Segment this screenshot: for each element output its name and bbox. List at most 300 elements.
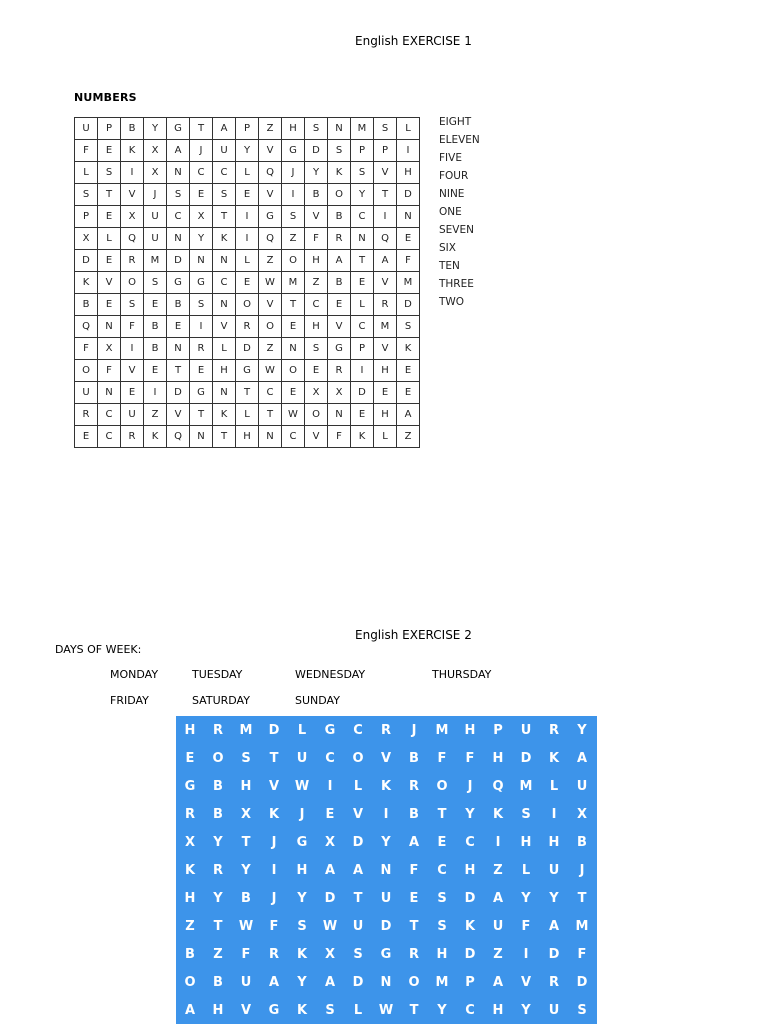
grid-letter-cell: V — [374, 272, 397, 294]
grid-letter-cell: E — [374, 382, 397, 404]
word-list-item: THREE — [439, 278, 474, 290]
grid-letter-cell: O — [436, 778, 448, 794]
grid-letter-cell: Y — [521, 890, 531, 906]
grid-letter-cell: F — [577, 946, 587, 962]
grid-letter-cell: N — [167, 228, 190, 250]
grid-letter-cell: V — [328, 316, 351, 338]
word-list-item: TWO — [439, 296, 465, 308]
grid-letter-cell: D — [352, 974, 364, 990]
grid-letter-cell: L — [521, 862, 531, 878]
grid-letter-cell: L — [75, 162, 98, 184]
grid-letter-cell: I — [397, 140, 420, 162]
grid-letter-cell: K — [144, 426, 167, 448]
grid-letter-cell: H — [305, 316, 328, 338]
grid-letter-cell: P — [236, 118, 259, 140]
grid-letter-cell: V — [268, 778, 280, 794]
grid-letter-cell: Y — [577, 722, 587, 738]
grid-letter-cell: E — [167, 316, 190, 338]
grid-letter-cell: F — [98, 360, 121, 382]
grid-letter-cell: J — [282, 162, 305, 184]
grid-letter-cell: G — [268, 1002, 280, 1018]
grid-letter-cell: E — [190, 184, 213, 206]
grid-letter-cell: B — [121, 118, 144, 140]
grid-letter-cell: H — [464, 862, 476, 878]
grid-letter-cell: A — [328, 250, 351, 272]
grid-letter-cell: J — [411, 722, 417, 738]
grid-letter-cell: X — [240, 806, 252, 822]
grid-row — [75, 360, 420, 382]
grid-letter-cell: H — [184, 890, 196, 906]
grid-letter-cell: U — [548, 1002, 560, 1018]
day-word: WEDNESDAY — [295, 668, 366, 681]
grid-letter-cell: G — [282, 140, 305, 162]
grid-row — [75, 228, 420, 250]
grid-letter-cell: V — [240, 1002, 252, 1018]
grid-letter-cell: H — [296, 862, 308, 878]
grid-row — [75, 162, 420, 184]
grid-letter-cell: E — [305, 360, 328, 382]
grid-letter-cell: E — [98, 140, 121, 162]
grid-letter-cell: T — [374, 184, 397, 206]
grid-letter-cell: G — [380, 946, 392, 962]
grid-letter-cell: I — [374, 206, 397, 228]
grid-letter-cell: D — [464, 946, 476, 962]
grid-letter-cell: H — [548, 834, 560, 850]
grid-letter-cell: U — [520, 722, 532, 738]
grid-letter-cell: B — [75, 294, 98, 316]
grid-letter-cell: X — [190, 206, 213, 228]
grid-letter-cell: E — [325, 806, 335, 822]
grid-letter-cell: N — [380, 974, 392, 990]
grid-letter-cell: E — [98, 206, 121, 228]
word-list-item: SIX — [439, 242, 456, 254]
grid-letter-cell: I — [121, 162, 144, 184]
grid-row — [75, 206, 420, 228]
grid-letter-cell: R — [328, 228, 351, 250]
grid-letter-cell: E — [409, 890, 419, 906]
grid-letter-cell: V — [259, 184, 282, 206]
grid-letter-cell: Z — [185, 918, 195, 934]
grid-letter-cell: U — [352, 918, 364, 934]
grid-letter-cell: K — [492, 806, 504, 822]
grid-letter-cell: C — [98, 426, 121, 448]
grid-letter-cell: U — [121, 404, 144, 426]
grid-letter-cell: B — [167, 294, 190, 316]
grid-letter-cell: C — [465, 834, 475, 850]
word-list-item: FIVE — [439, 152, 462, 164]
grid-letter-cell: N — [190, 426, 213, 448]
grid-letter-cell: R — [236, 316, 259, 338]
grid-letter-cell: G — [167, 118, 190, 140]
grid-row — [75, 404, 420, 426]
grid-letter-cell: F — [397, 250, 420, 272]
grid-letter-cell: N — [328, 404, 351, 426]
grid-letter-cell: Z — [305, 272, 328, 294]
grid-letter-cell: H — [212, 1002, 224, 1018]
grid-letter-cell: D — [351, 382, 374, 404]
grid-letter-cell: X — [184, 834, 196, 850]
grid-letter-cell: W — [259, 272, 282, 294]
grid-row — [75, 118, 420, 140]
grid-letter-cell: S — [325, 1002, 335, 1018]
grid-letter-cell: G — [167, 272, 190, 294]
grid-letter-cell: B — [409, 750, 419, 766]
grid-letter-cell: Y — [297, 974, 307, 990]
grid-letter-cell: H — [464, 722, 476, 738]
grid-letter-cell: Y — [236, 140, 259, 162]
grid-letter-cell: R — [75, 404, 98, 426]
grid-letter-cell: U — [75, 118, 98, 140]
grid-letter-cell: T — [236, 382, 259, 404]
grid-letter-cell: O — [408, 974, 420, 990]
grid-letter-cell: M — [239, 722, 253, 738]
grid-letter-cell: T — [190, 404, 213, 426]
grid-letter-cell: O — [121, 272, 144, 294]
grid-letter-cell: T — [351, 250, 374, 272]
grid-letter-cell: K — [351, 426, 374, 448]
grid-letter-cell: H — [184, 722, 196, 738]
grid-letter-cell: N — [282, 338, 305, 360]
grid-letter-cell: B — [185, 946, 195, 962]
grid-letter-cell: W — [322, 918, 338, 934]
grid-letter-cell: S — [98, 162, 121, 184]
grid-letter-cell: W — [294, 778, 310, 794]
grid-letter-cell: B — [577, 834, 587, 850]
grid-letter-cell: F — [75, 140, 98, 162]
grid-letter-cell: B — [213, 806, 223, 822]
grid-letter-cell: N — [259, 426, 282, 448]
day-word: MONDAY — [110, 668, 159, 681]
grid-letter-cell: A — [492, 890, 504, 906]
grid-letter-cell: H — [305, 250, 328, 272]
grid-letter-cell: U — [144, 206, 167, 228]
grid-row — [75, 272, 420, 294]
grid-letter-cell: Z — [397, 426, 420, 448]
grid-letter-cell: N — [380, 862, 392, 878]
grid-letter-cell: W — [282, 404, 305, 426]
grid-letter-cell: U — [75, 382, 98, 404]
word-list-item: ONE — [439, 206, 462, 218]
grid-letter-cell: Y — [437, 1002, 447, 1018]
grid-letter-cell: K — [184, 862, 196, 878]
grid-letter-cell: Y — [213, 834, 223, 850]
grid-letter-cell: F — [241, 946, 251, 962]
grid-letter-cell: M — [519, 778, 533, 794]
grid-letter-cell: H — [236, 426, 259, 448]
word-list-item: ELEVEN — [439, 134, 480, 146]
grid-letter-cell: M — [435, 974, 449, 990]
grid-letter-cell: V — [374, 162, 397, 184]
grid-letter-cell: X — [98, 338, 121, 360]
grid-letter-cell: O — [305, 404, 328, 426]
grid-letter-cell: T — [190, 118, 213, 140]
grid-letter-cell: D — [268, 722, 280, 738]
grid-letter-cell: P — [374, 140, 397, 162]
grid-letter-cell: P — [351, 140, 374, 162]
grid-letter-cell: J — [299, 806, 305, 822]
grid-letter-cell: O — [212, 750, 224, 766]
grid-letter-cell: V — [121, 360, 144, 382]
grid-letter-cell: L — [374, 426, 397, 448]
grid-letter-cell: K — [397, 338, 420, 360]
grid-letter-cell: R — [212, 862, 223, 878]
word-list-item: FOUR — [439, 170, 469, 182]
grid-letter-cell: U — [296, 750, 308, 766]
grid-letter-cell: C — [465, 1002, 475, 1018]
grid-letter-cell: D — [352, 834, 364, 850]
grid-letter-cell: C — [305, 294, 328, 316]
grid-letter-cell: K — [296, 946, 308, 962]
grid-letter-cell: M — [397, 272, 420, 294]
word-list-item: EIGHT — [439, 116, 472, 128]
grid-letter-cell: C — [351, 316, 374, 338]
grid-letter-cell: F — [409, 862, 419, 878]
grid-letter-cell: J — [144, 184, 167, 206]
grid-letter-cell: Z — [493, 862, 503, 878]
grid-letter-cell: S — [305, 338, 328, 360]
grid-letter-cell: O — [259, 316, 282, 338]
grid-letter-cell: C — [325, 750, 335, 766]
grid-letter-cell: E — [236, 272, 259, 294]
grid-letter-cell: C — [351, 206, 374, 228]
grid-letter-cell: K — [328, 162, 351, 184]
grid-letter-cell: C — [213, 272, 236, 294]
grid-letter-cell: I — [523, 946, 529, 962]
grid-letter-cell: N — [213, 250, 236, 272]
grid-letter-cell: R — [121, 426, 144, 448]
grid-letter-cell: V — [305, 206, 328, 228]
grid-letter-cell: O — [282, 360, 305, 382]
grid-letter-cell: R — [190, 338, 213, 360]
grid-row — [75, 382, 420, 404]
grid-letter-cell: Y — [521, 1002, 531, 1018]
grid-letter-cell: Y — [213, 890, 223, 906]
grid-letter-cell: E — [351, 272, 374, 294]
grid-row — [75, 426, 420, 448]
grid-letter-cell: Q — [75, 316, 98, 338]
grid-letter-cell: C — [190, 162, 213, 184]
grid-letter-cell: K — [464, 918, 476, 934]
grid-letter-cell: T — [409, 918, 419, 934]
grid-row — [75, 250, 420, 272]
grid-letter-cell: E — [397, 228, 420, 250]
grid-letter-cell: U — [548, 862, 560, 878]
grid-letter-cell: F — [521, 918, 531, 934]
grid-letter-cell: L — [236, 404, 259, 426]
grid-letter-cell: Z — [259, 118, 282, 140]
grid-letter-cell: Q — [121, 228, 144, 250]
grid-letter-cell: E — [437, 834, 447, 850]
grid-letter-cell: U — [576, 778, 588, 794]
grid-letter-cell: H — [374, 360, 397, 382]
grid-letter-cell: P — [75, 206, 98, 228]
day-word: THURSDAY — [432, 668, 492, 681]
grid-letter-cell: R — [548, 722, 559, 738]
grid-letter-cell: P — [465, 974, 475, 990]
grid-letter-cell: C — [353, 722, 363, 738]
grid-letter-cell: O — [75, 360, 98, 382]
grid-letter-cell: L — [353, 1002, 363, 1018]
grid-letter-cell: S — [437, 890, 447, 906]
grid-letter-cell: S — [521, 806, 531, 822]
grid-letter-cell: E — [282, 382, 305, 404]
grid-letter-cell: L — [549, 778, 559, 794]
grid-letter-cell: S — [374, 118, 397, 140]
grid-letter-cell: E — [75, 426, 98, 448]
grid-letter-cell: L — [351, 294, 374, 316]
grid-letter-cell: V — [259, 140, 282, 162]
grid-letter-cell: I — [351, 360, 374, 382]
grid-letter-cell: Y — [241, 862, 251, 878]
grid-letter-cell: K — [213, 228, 236, 250]
grid-letter-cell: O — [328, 184, 351, 206]
numbers-word-search-grid — [74, 117, 420, 448]
grid-letter-cell: C — [282, 426, 305, 448]
grid-letter-cell: O — [236, 294, 259, 316]
grid-letter-cell: G — [259, 206, 282, 228]
grid-letter-cell: S — [351, 162, 374, 184]
grid-letter-cell: M — [435, 722, 449, 738]
grid-letter-cell: T — [353, 890, 363, 906]
grid-letter-cell: M — [282, 272, 305, 294]
grid-letter-cell: J — [271, 890, 277, 906]
grid-letter-cell: W — [238, 918, 254, 934]
grid-letter-cell: A — [268, 974, 280, 990]
grid-letter-cell: A — [374, 250, 397, 272]
grid-letter-cell: V — [259, 294, 282, 316]
grid-letter-cell: E — [397, 360, 420, 382]
grid-letter-cell: S — [190, 294, 213, 316]
numbers-word-list — [439, 113, 480, 311]
grid-letter-cell: K — [268, 806, 280, 822]
grid-letter-cell: R — [184, 806, 195, 822]
grid-letter-cell: B — [144, 338, 167, 360]
grid-letter-cell: D — [305, 140, 328, 162]
grid-letter-cell: K — [296, 1002, 308, 1018]
grid-letter-cell: B — [328, 206, 351, 228]
grid-letter-cell: V — [213, 316, 236, 338]
grid-letter-cell: C — [98, 404, 121, 426]
grid-letter-cell: H — [492, 1002, 504, 1018]
grid-letter-cell: L — [353, 778, 363, 794]
grid-letter-cell: J — [579, 862, 585, 878]
grid-letter-cell: I — [282, 184, 305, 206]
grid-letter-cell: D — [397, 294, 420, 316]
grid-letter-cell: R — [121, 250, 144, 272]
days-of-week-heading: DAYS OF WEEK: — [55, 643, 142, 656]
grid-letter-cell: M — [374, 316, 397, 338]
grid-letter-cell: A — [352, 862, 364, 878]
grid-letter-cell: D — [324, 890, 336, 906]
grid-letter-cell: W — [378, 1002, 394, 1018]
grid-letter-cell: F — [269, 918, 279, 934]
day-word: TUESDAY — [192, 668, 243, 681]
grid-letter-cell: Y — [144, 118, 167, 140]
grid-letter-cell: M — [351, 118, 374, 140]
grid-letter-cell: P — [98, 118, 121, 140]
grid-letter-cell: S — [241, 750, 251, 766]
grid-letter-cell: T — [98, 184, 121, 206]
grid-letter-cell: S — [282, 206, 305, 228]
grid-letter-cell: N — [328, 118, 351, 140]
grid-letter-cell: N — [98, 316, 121, 338]
grid-letter-cell: D — [167, 250, 190, 272]
grid-letter-cell: T — [213, 918, 223, 934]
grid-letter-cell: B — [213, 974, 223, 990]
grid-letter-cell: U — [240, 974, 252, 990]
grid-letter-cell: D — [380, 918, 392, 934]
grid-letter-cell: I — [144, 382, 167, 404]
grid-letter-cell: E — [236, 184, 259, 206]
grid-row — [176, 996, 596, 1024]
grid-letter-cell: X — [144, 140, 167, 162]
grid-letter-cell: K — [213, 404, 236, 426]
grid-letter-cell: S — [305, 118, 328, 140]
grid-letter-cell: I — [495, 834, 501, 850]
grid-letter-cell: E — [98, 294, 121, 316]
grid-letter-cell: D — [464, 890, 476, 906]
grid-letter-cell: G — [296, 834, 308, 850]
grid-letter-cell: O — [184, 974, 196, 990]
grid-letter-cell: Y — [305, 162, 328, 184]
exercise-1-title: English EXERCISE 1 — [355, 34, 472, 48]
grid-letter-cell: H — [520, 834, 532, 850]
grid-letter-cell: G — [190, 272, 213, 294]
grid-row — [176, 940, 596, 968]
grid-letter-cell: A — [167, 140, 190, 162]
grid-letter-cell: F — [437, 750, 447, 766]
grid-letter-cell: K — [380, 778, 392, 794]
grid-letter-cell: R — [212, 722, 223, 738]
grid-letter-cell: D — [548, 946, 560, 962]
grid-letter-cell: L — [236, 250, 259, 272]
grid-row — [176, 856, 596, 884]
grid-letter-cell: U — [492, 918, 504, 934]
grid-letter-cell: C — [437, 862, 447, 878]
grid-letter-cell: A — [548, 918, 560, 934]
grid-letter-cell: S — [297, 918, 307, 934]
grid-letter-cell: V — [352, 806, 364, 822]
grid-letter-cell: B — [241, 890, 251, 906]
grid-letter-cell: M — [575, 918, 589, 934]
grid-letter-cell: L — [236, 162, 259, 184]
grid-letter-cell: C — [213, 162, 236, 184]
grid-row — [75, 294, 420, 316]
grid-letter-cell: H — [282, 118, 305, 140]
grid-letter-cell: U — [380, 890, 392, 906]
grid-letter-cell: J — [467, 778, 473, 794]
grid-row — [176, 800, 596, 828]
grid-letter-cell: X — [328, 382, 351, 404]
grid-letter-cell: Q — [259, 162, 282, 184]
grid-letter-cell: G — [184, 778, 196, 794]
grid-letter-cell: C — [167, 206, 190, 228]
grid-letter-cell: D — [576, 974, 588, 990]
grid-row — [75, 140, 420, 162]
grid-letter-cell: D — [167, 382, 190, 404]
grid-letter-cell: D — [75, 250, 98, 272]
grid-letter-cell: X — [324, 946, 336, 962]
day-word: SUNDAY — [295, 694, 340, 707]
grid-letter-cell: D — [397, 184, 420, 206]
grid-letter-cell: X — [305, 382, 328, 404]
grid-letter-cell: F — [75, 338, 98, 360]
grid-letter-cell: Q — [259, 228, 282, 250]
grid-letter-cell: Z — [259, 250, 282, 272]
grid-row — [176, 884, 596, 912]
grid-letter-cell: A — [397, 404, 420, 426]
grid-letter-cell: F — [328, 426, 351, 448]
